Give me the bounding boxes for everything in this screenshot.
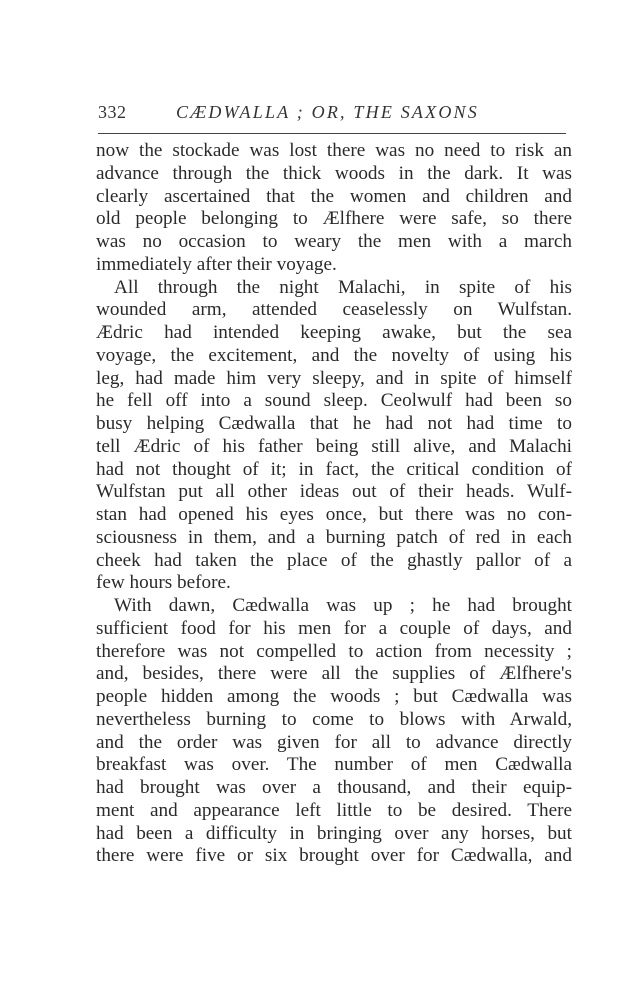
text-line: ment and appearance left little to be desired. There — [96, 799, 572, 821]
text-line: there were five or six brought over for Cædwalla, and — [96, 845, 572, 867]
text-line: and, besides, there were all the supplies of Ælfhere's — [96, 663, 572, 685]
text-line: people hidden among the woods ; but Cædwalla was — [96, 686, 572, 707]
text-line: now the stockade was lost there was no need to risk an — [96, 140, 572, 161]
text-line: nevertheless burning to come to blows with Arwald, — [96, 708, 572, 730]
text-line: stan had opened his eyes once, but there was no con- — [96, 504, 572, 525]
page-number: 332 — [98, 102, 127, 122]
text-line: Ædric had intended keeping awake, but the sea — [96, 322, 572, 343]
text-line: Wulfstan put all other ideas out of their heads. Wulf- — [96, 481, 572, 503]
text-line: wounded arm, attended ceaselessly on Wulfstan. — [96, 299, 572, 321]
text-line: was no occasion to weary the men with a march — [96, 231, 572, 252]
header-rule — [98, 133, 566, 134]
text-line: sciousness in them, and a burning patch of red in each — [96, 526, 572, 548]
text-line: and the order was given for all to advance directly — [96, 731, 572, 753]
body-text — [96, 140, 572, 868]
text-line: clearly ascertained that the women and children and — [96, 185, 572, 207]
text-line: busy helping Cædwalla that he had not had time to — [96, 413, 572, 434]
text-line: immediately after their voyage. — [96, 253, 337, 275]
text-line: breakfast was over. The number of men Cædwalla — [96, 754, 572, 776]
text-line: had brought was over a thousand, and their equip- — [96, 777, 572, 798]
paragraph-start-line: All through the night Malachi, in spite of his — [114, 276, 572, 298]
text-line: he fell off into a sound sleep. Ceolwulf had been so — [96, 390, 572, 412]
text-line: leg, had made him very sleepy, and in spite of himself — [96, 367, 572, 389]
text-line: voyage, the excitement, and the novelty of using his — [96, 344, 572, 366]
text-line: tell Ædric of his father being still alive, and Malachi — [96, 435, 572, 457]
text-line: therefore was not compelled to action from necessity ; — [96, 640, 572, 662]
running-title: CÆDWALLA ; OR, THE SAXONS — [176, 102, 479, 122]
text-line: sufficient food for his men for a couple of days, and — [96, 617, 572, 639]
paragraph-start-line: With dawn, Cædwalla was up ; he had brought — [114, 595, 572, 616]
text-line: cheek had taken the place of the ghastly pallor of a — [96, 549, 572, 571]
page-header — [98, 102, 566, 126]
text-line: old people belonging to Ælfhere were safe, so there — [96, 208, 572, 230]
text-line: had not thought of it; in fact, the critical condition of — [96, 458, 572, 480]
text-line: had been a difficulty in bringing over any horses, but — [96, 822, 572, 844]
text-line: advance through the thick woods in the dark. It was — [96, 162, 572, 184]
text-line: few hours before. — [96, 572, 231, 594]
